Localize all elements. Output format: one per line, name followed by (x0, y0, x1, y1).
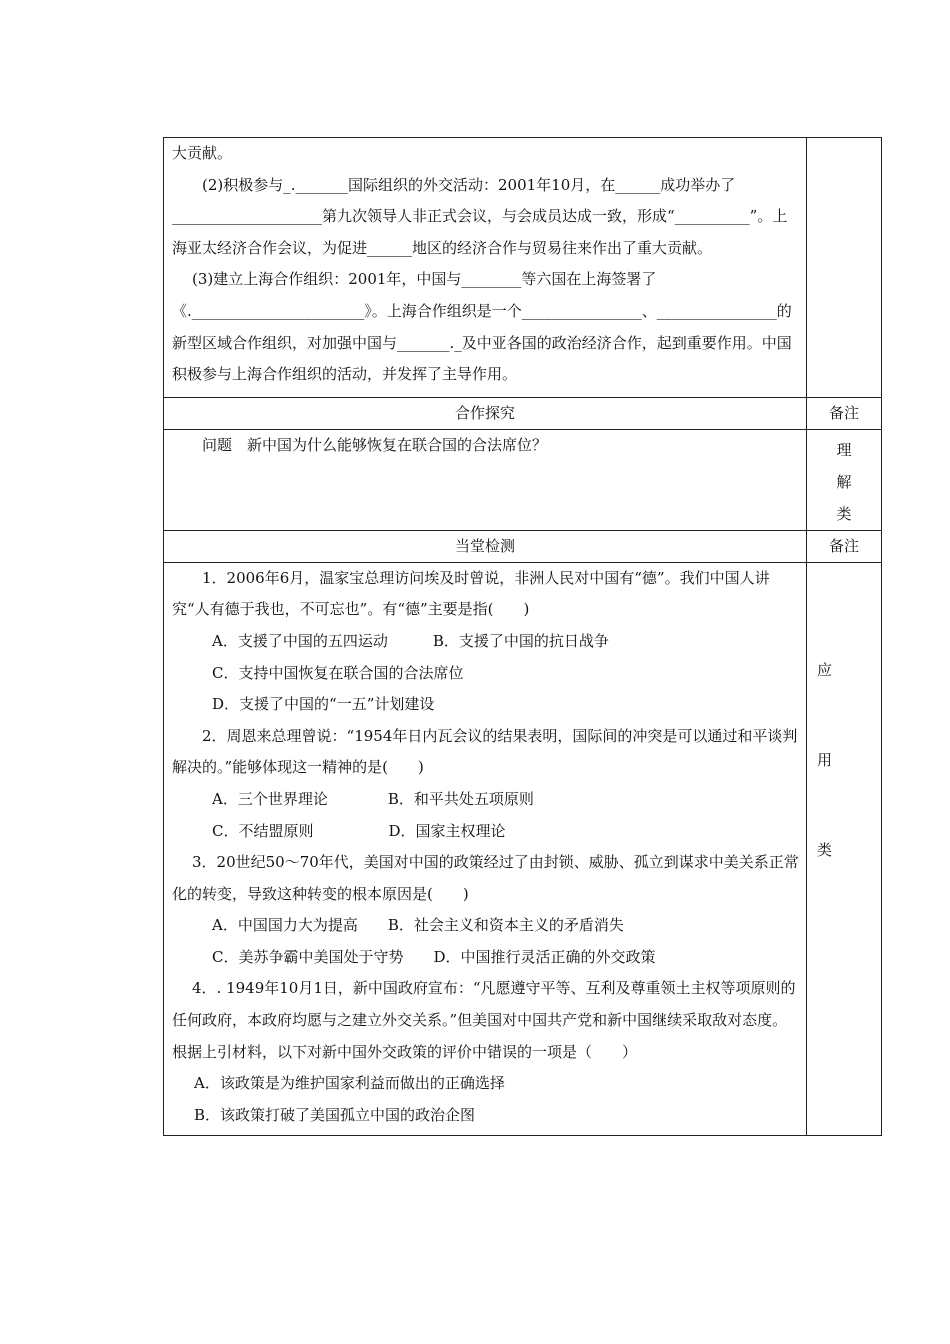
q3-options-cd: C．美苏争霸中美国处于守势 D．中国推行灵活正确的外交政策 (212, 947, 656, 966)
test-title: 当堂检测 (164, 530, 807, 562)
worksheet-table (163, 137, 882, 1136)
side-char-lei2: 类 (817, 840, 833, 859)
explore-question: 问题 新中国为什么能够恢复在联合国的合法席位？ (202, 435, 548, 454)
q3-options-ab: A．中国国力大为提高 B．社会主义和资本主义的矛盾消失 (212, 916, 624, 935)
test-content-row (164, 562, 882, 1136)
test-content-cell (164, 562, 807, 1136)
side-char-li: 理 (836, 440, 852, 459)
q4-option-a: A．该政策是为维护国家利益而做出的正确选择 (194, 1074, 505, 1093)
side-char-ying: 应 (817, 660, 833, 679)
side-char-jie: 解 (836, 472, 852, 491)
test-note-label: 备注 (807, 530, 882, 562)
review-line-3: (3)建立上海合作组织：2001年，中国与________等六国在上海签署了《._______________________》。上海合作组织是一个________________、________________的新型区域合作组织，对加强中国与_______._及中亚各国的政治经济合作，起到重要作用。中国积极参与上海合作组织的活动，并发挥了主导作用。 (172, 270, 792, 384)
review-line-2: (2)积极参与_._______国际组织的外交活动：2001年10月，在______成功举办了____________________第九次领导人非正式会议，与会成员达成一致，形成“__________”。上海亚太经济合作会议，为促进______地区的经济合作与贸易往来作出了重大贡献。 (172, 175, 788, 257)
review-note-cell (807, 138, 882, 398)
section-review-row (164, 138, 882, 398)
q1-stem: 1．2006年6月，温家宝总理访问埃及时曾说，非洲人民对中国有“德”。我们中国人讲究“人有德于我也，不可忘也”。有“德”主要是指( ) (172, 568, 770, 619)
q2-stem: 2．周恩来总理曾说：“1954年日内瓦会议的结果表明，国际间的冲突是可以通过和平谈判解决的。”能够体现这一精神的是( ) (172, 726, 798, 777)
review-content-cell (164, 138, 807, 398)
test-header-row (164, 530, 882, 562)
explore-header-row (164, 397, 882, 429)
q1-options-ab: A．支援了中国的五四运动 B．支援了中国的抗日战争 (212, 631, 609, 650)
explore-question-row (164, 429, 882, 530)
explore-question-cell (164, 429, 807, 530)
q1-option-d: D．支援了中国的“一五”计划建设 (212, 695, 435, 714)
side-char-lei: 类 (836, 504, 852, 523)
test-side-cell (807, 562, 882, 1136)
explore-note-label: 备注 (807, 397, 882, 429)
q3-stem: 3．20世纪50～70年代，美国对中国的政策经过了由封锁、威胁、孤立到谋求中美关系正常化的转变，导致这种转变的根本原因是( ) (172, 853, 799, 903)
q1-option-c: C．支持中国恢复在联合国的合法席位 (212, 663, 464, 682)
q2-options-cd: C．不结盟原则 D．国家主权理论 (212, 821, 506, 840)
q4-stem: 4．. 1949年10月1日，新中国政府宣布：“凡愿遵守平等、互利及尊重领土主权等项原则的任何政府，本政府均愿与之建立外交关系。”但美国对中国共产党和新中国继续采取敌对态度。根据上引材料，以下对新中国外交政策的评价中错误的一项是（ ） (172, 979, 796, 1061)
q2-options-ab: A．三个世界理论 B．和平共处五项原则 (212, 789, 534, 808)
q4-option-b: B．该政策打破了美国孤立中国的政治企图 (194, 1105, 476, 1124)
review-line-1: 大贡献。 (172, 144, 233, 162)
explore-side-cell (807, 429, 882, 530)
side-char-yong: 用 (817, 750, 833, 769)
explore-title: 合作探究 (164, 397, 807, 429)
